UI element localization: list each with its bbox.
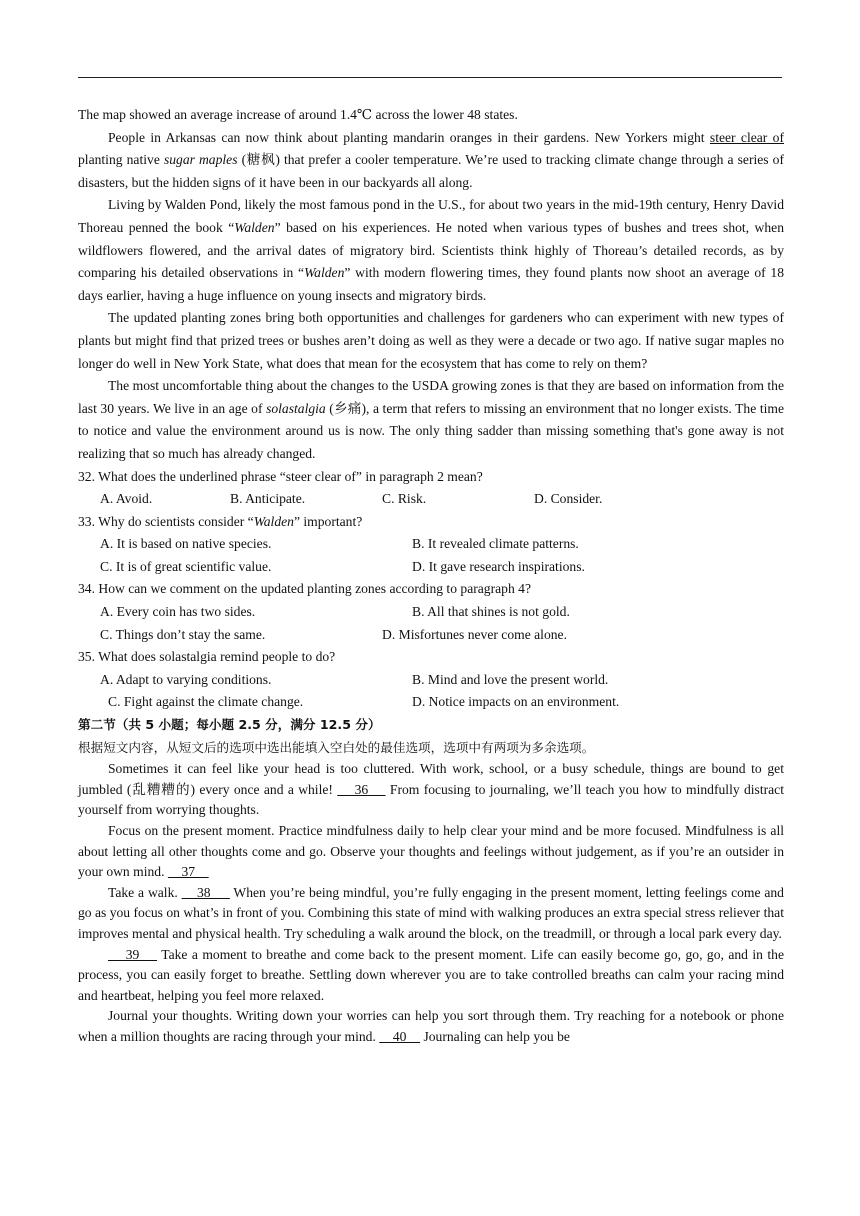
paragraph-4: The updated planting zones bring both opportunities and challenges for gardeners who can experiment with new types of plants but might find that prized trees or bushes aren’t doing as well as they were a decade or two ago. If native sugar maples no longer do well in New York State, what does that mean for the ecosystem that has come to rely on them? — [78, 310, 784, 371]
option-b: B. It revealed climate patterns. — [412, 536, 579, 552]
paragraph-1: The map showed an average increase of around 1.4℃ across the lower 48 states. — [78, 107, 518, 122]
cloze-paragraph-4 — [78, 945, 784, 1007]
section-title: 第二节（共 5 小题；每小题 2.5 分，满分 12.5 分） — [78, 717, 381, 733]
question-33-options-row1 — [78, 533, 784, 556]
document-body — [78, 104, 784, 1048]
option-a: A. Avoid. — [100, 491, 153, 507]
book-title: Walden — [304, 265, 345, 281]
option-a: A. Adapt to varying conditions. — [100, 671, 272, 687]
option-b: B. All that shines is not gold. — [412, 604, 570, 620]
section-instructions: 根据短文内容，从短文后的选项中选出能填入空白处的最佳选项，选项中有两项为多余选项。 — [78, 739, 595, 755]
text-run: (乡痛), a term that refers to missing an environment that no longer exists. The time to notice and value the environment around us is now. The only thing sadder than missing something that's gone away is not realizing that so much has already changed. — [78, 400, 784, 461]
cloze-paragraph-3 — [78, 883, 784, 945]
text-run: planting native — [78, 152, 164, 168]
option-d: D. Misfortunes never come alone. — [382, 626, 567, 642]
book-title: Walden — [234, 219, 275, 235]
question-34-options-row1 — [78, 601, 784, 624]
paragraph-5 — [78, 375, 784, 465]
text-run: Take a walk. — [108, 884, 182, 900]
option-b: B. Mind and love the present world. — [412, 671, 609, 687]
question-35-options-row1 — [78, 669, 784, 692]
question-32-options — [78, 488, 784, 511]
cloze-paragraph-1 — [78, 759, 784, 821]
text-run: From focusing to journaling, we’ll teach you how to mindfully distract yourself from worrying thoughts. — [78, 781, 784, 818]
option-a: A. It is based on native species. — [100, 536, 272, 552]
text-run: Focus on the present moment. Practice mindfulness daily to help clear your mind and be more focused. Mindfulness is all about letting all other thoughts come and go. Observe your thoughts and feelings without judgement, as if you’re an outsider in your own mind. — [78, 823, 784, 880]
text-run: 33. Why do scientists consider “ — [78, 513, 254, 529]
paragraph-2 — [78, 127, 784, 195]
question-32: 32. What does the underlined phrase “steer clear of” in paragraph 2 mean? — [78, 468, 483, 484]
option-d: D. It gave research inspirations. — [412, 558, 585, 574]
question-33 — [78, 511, 784, 534]
text-run: The most uncomfortable thing about the changes to the USDA growing zones is that they are based on information from the last 30 years. We live in an age of — [78, 378, 784, 416]
question-33-options-row2 — [78, 556, 784, 579]
option-d: D. Notice impacts on an environment. — [412, 694, 620, 710]
text-run: ” important? — [293, 513, 363, 529]
blank-39[interactable]: 39 — [108, 946, 158, 962]
text-run: When you’re being mindful, you’re fully engaging in the present moment, letting feelings come and go as you focus on what’s in front of you. Combining this state of mind with walking produces an extra special stress reliever that improves mental and physical health. Try scheduling a walk around the block, on the treadmill, or through a local park every day. — [78, 884, 784, 941]
blank-38[interactable]: 38 — [181, 884, 230, 900]
text-run: ” with modern flowering times, they found plants now shoot an average of 18 days earlier, having a huge influence on young insects and migratory birds. — [78, 265, 784, 303]
option-c: C. Fight against the climate change. — [108, 694, 304, 710]
italic-term: solastalgia — [266, 400, 326, 416]
question-35-options-row2 — [78, 691, 784, 714]
question-34: 34. How can we comment on the updated planting zones according to paragraph 4? — [78, 581, 531, 597]
cloze-passage — [78, 759, 784, 1047]
cloze-paragraph-2 — [78, 821, 784, 883]
book-title: Walden — [253, 513, 294, 529]
option-a: A. Every coin has two sides. — [100, 604, 256, 620]
option-c: C. It is of great scientific value. — [100, 558, 272, 574]
text-run: Take a moment to breathe and come back to the present moment. Life can easily become go, go, go, and in the process, you can easily forget to breathe. Settling down wherever you are to take controlled breaths can calm your racing mind and heartbeat, helping you feel more relaxed. — [78, 946, 784, 1003]
option-d: D. Consider. — [534, 491, 603, 507]
blank-37[interactable]: 37 — [167, 864, 209, 880]
text-run: ” based on his experiences. He noted when various types of bushes and trees shot, when wildflowers flowered, and the arrival dates of migratory bird. Scientists think highly of Thoreau’s detailed records, as by comparing his detailed observations in “ — [78, 219, 785, 281]
text-run: Journal your thoughts. Writing down your worries can help you sort through them. Try reaching for a notebook or phone when a million thoughts are racing through your mind. — [78, 1008, 784, 1044]
text-run: Living by Walden Pond, likely the most famous pond in the U.S., for about two years in the mid-19th century, Henry David Thoreau penned the book “ — [78, 197, 784, 235]
question-35: 35. What does solastalgia remind people to do? — [78, 649, 336, 665]
text-run: People in Arkansas can now think about planting mandarin oranges in their gardens. New Yorkers might — [108, 129, 710, 145]
cloze-paragraph-5 — [78, 1006, 784, 1047]
underlined-phrase: steer clear of — [709, 129, 784, 145]
header-rule — [78, 77, 782, 78]
text-run: Journaling can help you be — [420, 1028, 570, 1044]
question-34-options-row2 — [78, 624, 784, 647]
text-run: (糖枫) that prefer a cooler temperature. We’re used to tracking climate change through a series of disasters, but the hidden signs of it have been in our backyards all along. — [78, 152, 784, 190]
text-run: Sometimes it can feel like your head is too cluttered. With work, school, or a busy schedule, things are bound to get jumbled (乱糟糟的) every once and a while! — [78, 761, 784, 797]
paragraph-3 — [78, 194, 784, 307]
italic-term: sugar maples — [163, 152, 238, 168]
option-b: B. Anticipate. — [230, 491, 306, 507]
option-c: C. Risk. — [382, 491, 427, 507]
option-c: C. Things don’t stay the same. — [100, 626, 266, 642]
blank-40[interactable]: 40 — [379, 1028, 421, 1044]
blank-36[interactable]: 36 — [337, 781, 386, 797]
